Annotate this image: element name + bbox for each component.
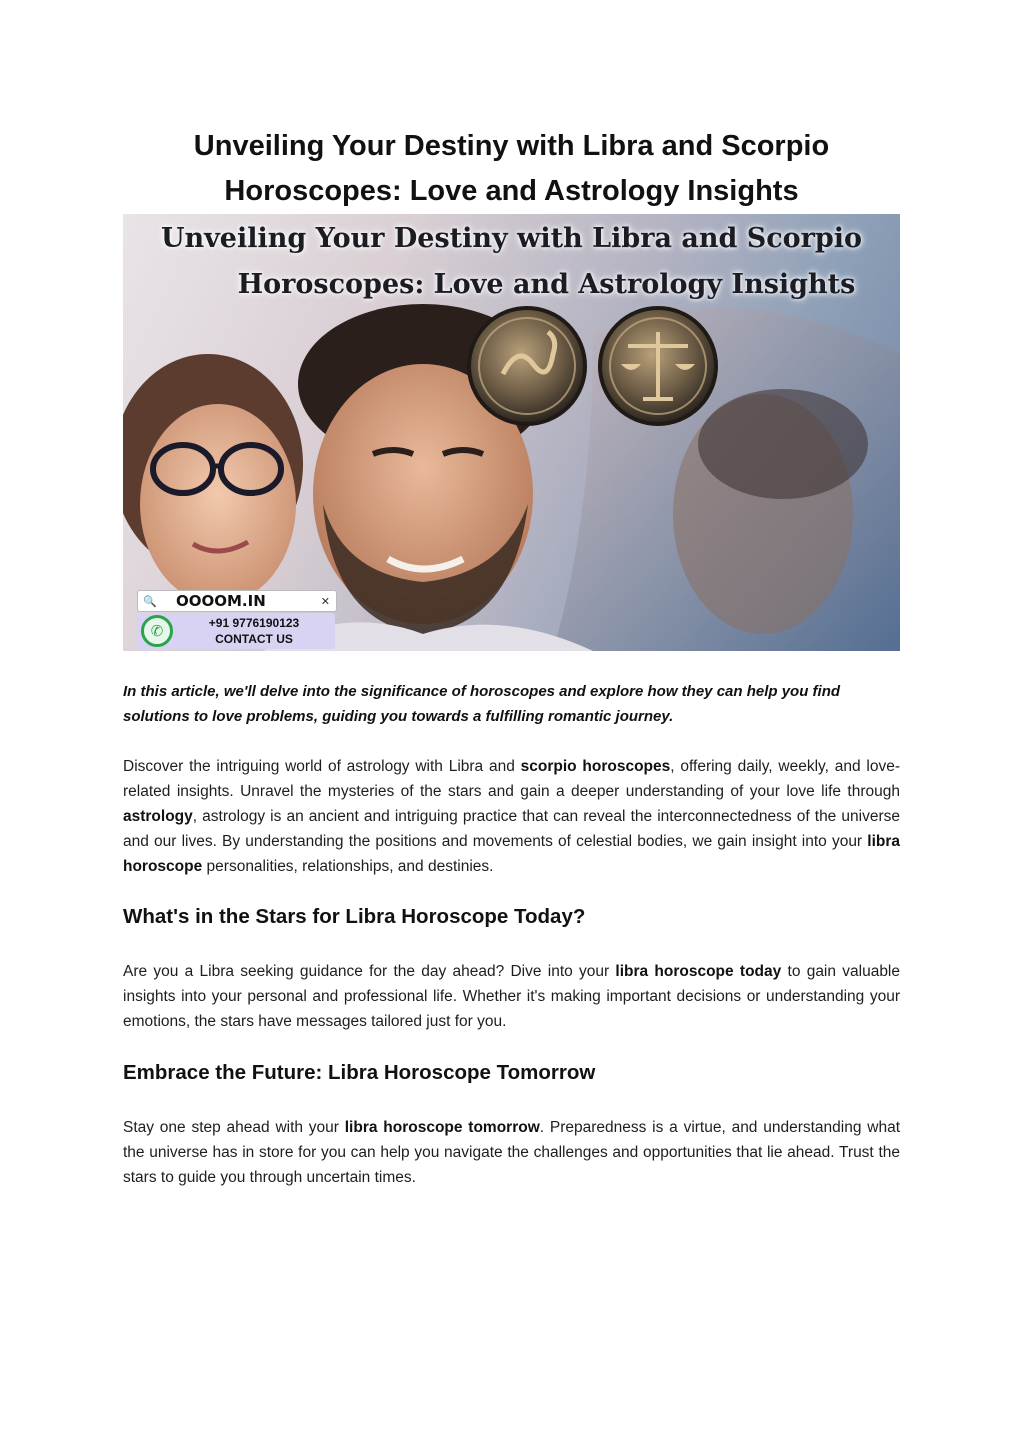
keyword-astrology: astrology: [123, 808, 193, 825]
text-run: Discover the intriguing world of astrology with Libra and: [123, 758, 521, 775]
hero-overlay-title: [123, 216, 900, 308]
text-run: Are you a Libra seeking guidance for the day ahead? Dive into your: [123, 963, 616, 980]
text-run: to gain valuable insights into your personal and professional life. Whether it's making important decisions or understanding your emotions, the stars have messages tailored just for you.: [123, 963, 900, 1030]
hero-image: [123, 214, 900, 651]
text-run: , offering daily, weekly, and love-related insights. Unravel the mysteries of the stars and gain a deeper understanding of your love life through: [123, 758, 900, 800]
scorpio-medallion-icon: [469, 308, 585, 424]
close-icon[interactable]: ✕: [320, 594, 330, 608]
keyword-scorpio-horoscopes: scorpio horoscopes: [520, 758, 671, 775]
text-run: Stay one step ahead with your: [123, 1119, 345, 1136]
keyword-libra-horoscope-today: libra horoscope today: [615, 963, 782, 980]
paragraph-discover: [123, 754, 900, 879]
page-title: Unveiling Your Destiny with Libra and Scorpio Horoscopes: Love and Astrology Insights: [193, 130, 830, 207]
phone-icon: ✆: [141, 615, 173, 647]
reflected-hair: [698, 389, 868, 499]
text-run: , astrology is an ancient and intriguing practice that can reveal the interconnectedness of the universe and our lives. By understanding the positions and movements of celestial bodies, we gain insight into your: [123, 808, 900, 850]
contact-phone: +91 9776190123: [208, 616, 300, 630]
paragraph-libra-tomorrow: [123, 1115, 900, 1190]
search-icon: 🔍: [143, 594, 157, 608]
contact-box[interactable]: [137, 613, 335, 649]
keyword-libra-horoscope-tomorrow: libra horoscope tomorrow: [344, 1119, 540, 1136]
hero-title-line1: Unveiling Your Destiny with Libra and Scorpio: [160, 223, 863, 254]
paragraph-libra-today: [123, 959, 900, 1034]
contact-label: CONTACT US: [215, 632, 293, 646]
intro-paragraph: In this article, we'll delve into the significance of horoscopes and explore how they can help you find solutions to love problems, guiding you towards a fulfilling romantic journey.: [123, 683, 841, 725]
woman-face: [140, 404, 296, 604]
search-bar[interactable]: [137, 590, 337, 612]
text-run: personalities, relationships, and destinies.: [202, 858, 494, 875]
keyword-libra-horoscope: libra horoscope: [123, 833, 900, 875]
search-site-text: OOOOM.IN: [176, 592, 266, 610]
text-run: . Preparedness is a virtue, and understanding what the universe has in store for you can help you navigate the challenges and opportunities that lie ahead. Trust the stars to guide you through uncertain times.: [123, 1119, 900, 1186]
hero-title-line2: Horoscopes: Love and Astrology Insights: [237, 269, 856, 300]
heading-libra-tomorrow: Embrace the Future: Libra Horoscope Tomorrow: [123, 1061, 596, 1084]
heading-libra-today: What's in the Stars for Libra Horoscope Today?: [123, 905, 586, 928]
